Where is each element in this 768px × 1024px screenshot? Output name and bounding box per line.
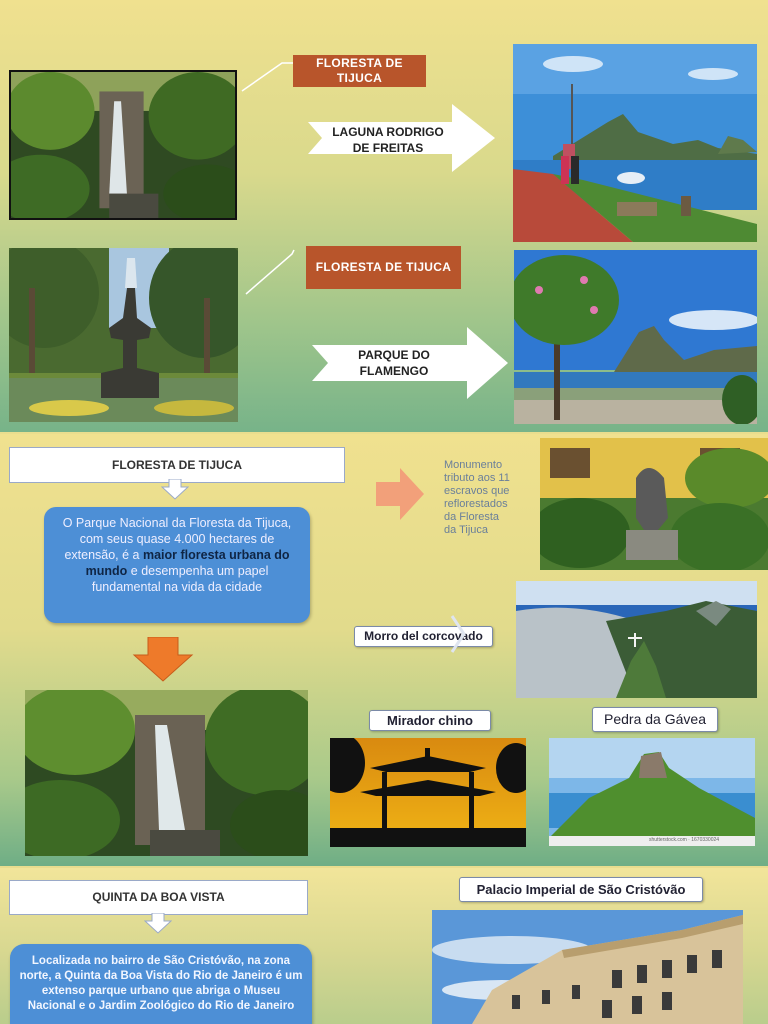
description-text-pre: O Parque Nacional da Floresta da Tijuca, com seus quase 4.000 hectares de extensão, é a: [62, 516, 292, 562]
photo-parque-do-flamengo: [514, 250, 757, 424]
panel-quinta-da-boa-vista: [0, 868, 768, 1024]
photo-tijuca-waterfall: [9, 70, 237, 220]
description-text-bold: maior floresta urbana do mundo: [85, 548, 290, 578]
description-floresta-tijuca: [44, 507, 310, 623]
corcovado-pointer: [450, 614, 468, 656]
photo-corcovado-aerial: [516, 581, 757, 698]
label-floresta-tijuca-top: FLORESTA DE TIJUCA: [293, 55, 426, 87]
header-quinta-da-boa-vista: QUINTA DA BOA VISTA: [9, 880, 308, 915]
label-pedra-da-gavea: Pedra da Gávea: [592, 707, 718, 732]
connector-line-2: [244, 246, 300, 298]
monument-caption: Monumento tributo aos 11 escravos que reflorestados da Floresta da Tijuca: [444, 459, 510, 536]
arrow-parque-do-flamengo: [312, 325, 510, 401]
label-morro-corcovado: Morro del corcovado: [354, 626, 493, 647]
down-arrow-icon: [161, 479, 189, 501]
label-floresta-tijuca-mid: FLORESTA DE TIJUCA: [306, 246, 461, 289]
arrow-laguna-rodrigo-de-freitas: [300, 102, 498, 174]
orange-down-arrow-icon: [132, 637, 194, 683]
panel-floresta-tijuca: [0, 434, 768, 866]
header-floresta-tijuca: FLORESTA DE TIJUCA: [9, 447, 345, 483]
photo-laguna-rodrigo-de-freitas: [513, 44, 757, 242]
arrow-flamengo-text: PARQUE DO FLAMENGO: [358, 348, 430, 378]
label-palacio-imperial: Palacio Imperial de São Cristóvão: [459, 877, 703, 902]
photo-palacio-imperial: [432, 910, 743, 1024]
label-mirador-chino: Mirador chino: [369, 710, 491, 731]
photo-mirador-chino: [330, 738, 526, 847]
connector-line-1: [238, 55, 298, 95]
panel-parks-top: [0, 0, 768, 432]
photo-tijuca-fountain: [9, 248, 238, 422]
photo-tijuca-waterfall-2: [25, 690, 308, 856]
salmon-right-arrow-icon: [374, 466, 426, 522]
down-arrow-icon-2: [144, 913, 172, 935]
photo-monumento-escravos: [540, 438, 768, 570]
watermark-text: shutterstock.com · 1670330024: [649, 837, 720, 843]
arrow-laguna-text: LAGUNA RODRIGO DE FREITAS: [332, 125, 444, 155]
description-quinta-da-boa-vista: Localizada no bairro de São Cristóvão, na zona norte, a Quinta da Boa Vista do Rio de Janeiro é um extenso parque urbano que abriga o Museu Nacional e o Jardim Zoológico do Rio de Janeiro: [10, 944, 312, 1024]
description-text-post: e desempenha um papel fundamental na vida da cidade: [91, 564, 269, 594]
photo-pedra-da-gavea: [549, 738, 755, 846]
